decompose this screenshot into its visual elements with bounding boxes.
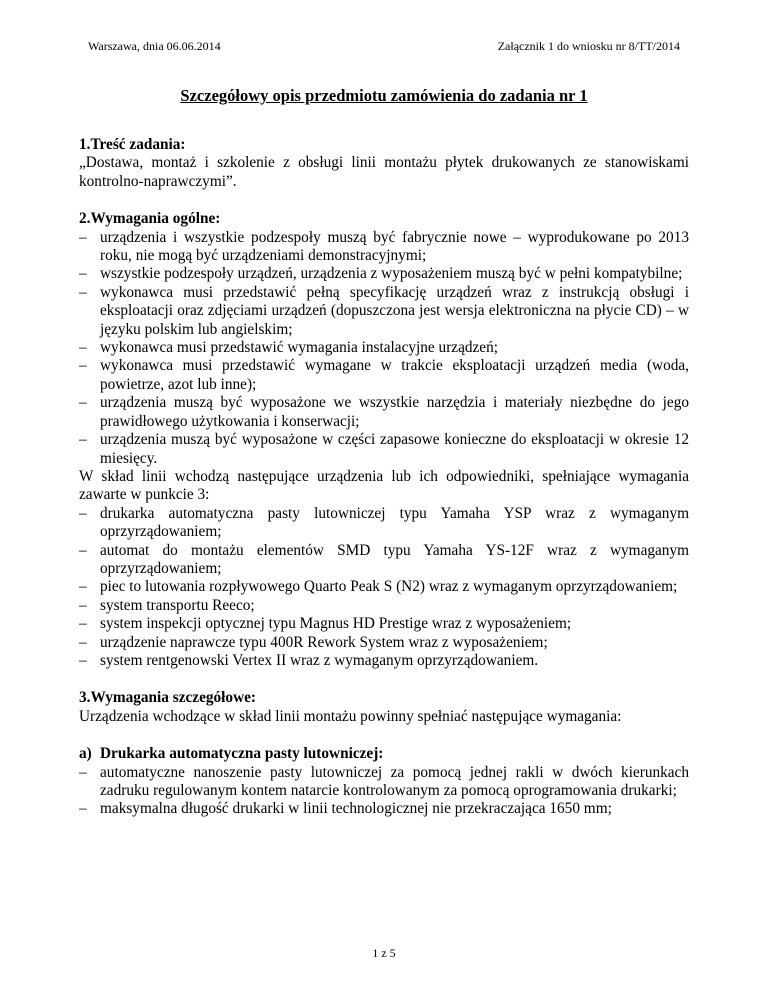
list-item: – urządzenia i wszystkie podzespoły muszą być fabrycznie nowe – wyprodukowane po 2013 roku, nie mogą być urządzeniami demonstracyjnymi; [79, 229, 689, 266]
header-date: Warszawa, dnia 06.06.2014 [88, 39, 221, 53]
devices-list [79, 505, 689, 671]
page-number: 1 z 5 [372, 946, 396, 960]
list-item: – wykonawca musi przedstawić pełną specyfikację urządzeń wraz z instrukcją obsługi i eksploatacji oraz zdjęciami urządzeń (dopuszczona jest wersja elektroniczna na płycie CD) – w języku polskim lub angielskim; [79, 284, 689, 339]
list-item: – automat do montażu elementów SMD typu Yamaha YS-12F wraz z wymaganym oprzyrządowaniem; [79, 542, 689, 579]
document-body [79, 136, 689, 819]
subsection-a-heading [79, 745, 689, 763]
list-item: – system transportu Reeco; [79, 597, 689, 615]
document-title: Szczegółowy opis przedmiotu zamówienia do zadania nr 1 [180, 86, 588, 105]
list-item: – maksymalna długość drukarki w linii technologicznej nie przekraczająca 1650 mm; [79, 800, 689, 818]
list-item: – wykonawca musi przedstawić wymagania instalacyjne urządzeń; [79, 339, 689, 357]
list-item: – urządzenia muszą być wyposażone w części zapasowe konieczne do eksploatacji w okresie 12 miesięcy. [79, 431, 689, 468]
section-3-heading: 3.Wymagania szczegółowe: [79, 689, 257, 707]
section-2-heading: 2.Wymagania ogólne: [79, 210, 221, 228]
list-item: – automatyczne nanoszenie pasty lutowniczej za pomocą jednej rakli w dwóch kierunkach zadruku regulowanym kontem natarcie kontrolowanym za pomocą oprogramowania drukarki; [79, 764, 689, 801]
subsection-a-label: a) [79, 745, 92, 763]
list-item: – urządzenia muszą być wyposażone we wszystkie narzędzia i materiały niezbędne do jego prawidłowego użytkowania i konserwacji; [79, 394, 689, 431]
list-item: – urządzenie naprawcze typu 400R Rework System wraz z wyposażeniem; [79, 634, 689, 652]
general-requirements-list [79, 229, 689, 468]
section-3-intro: Urządzenia wchodzące w skład linii montażu powinny spełniać następujące wymagania: [79, 707, 622, 725]
list-item: – drukarka automatyczna pasty lutowniczej typu Yamaha YSP wraz z wymaganym oprzyrządowaniem; [79, 505, 689, 542]
section-1-heading: 1.Treść zadania: [79, 136, 186, 153]
header-attachment: Załącznik 1 do wniosku nr 8/TT/2014 [497, 39, 680, 53]
printer-requirements-list [79, 764, 689, 819]
list-item: – system inspekcji optycznej typu Magnus HD Prestige wraz z wyposażeniem; [79, 615, 689, 633]
list-item: – system rentgenowski Vertex II wraz z wymaganym oprzyrządowaniem. [79, 652, 689, 670]
list-item: – piec to lutowania rozpływowego Quarto Peak S (N2) wraz z wymaganym oprzyrządowaniem; [79, 578, 689, 596]
list-item: – wykonawca musi przedstawić wymagane w trakcie eksploatacji urządzeń media (woda, powietrze, azot lub inne); [79, 357, 689, 394]
list-item: – wszystkie podzespoły urządzeń, urządzenia z wyposażeniem muszą być w pełni kompatybilne; [79, 265, 689, 283]
devices-intro: W skład linii wchodzą następujące urządzenia lub ich odpowiedniki, spełniające wymagania zawarte w punkcie 3: [79, 467, 689, 504]
section-1-text: „Dostawa, montaż i szkolenie z obsługi linii montażu płytek drukowanych ze stanowiskami kontrolno-naprawczymi”. [79, 154, 689, 190]
subsection-a-title: Drukarka automatyczna pasty lutowniczej: [100, 745, 384, 763]
